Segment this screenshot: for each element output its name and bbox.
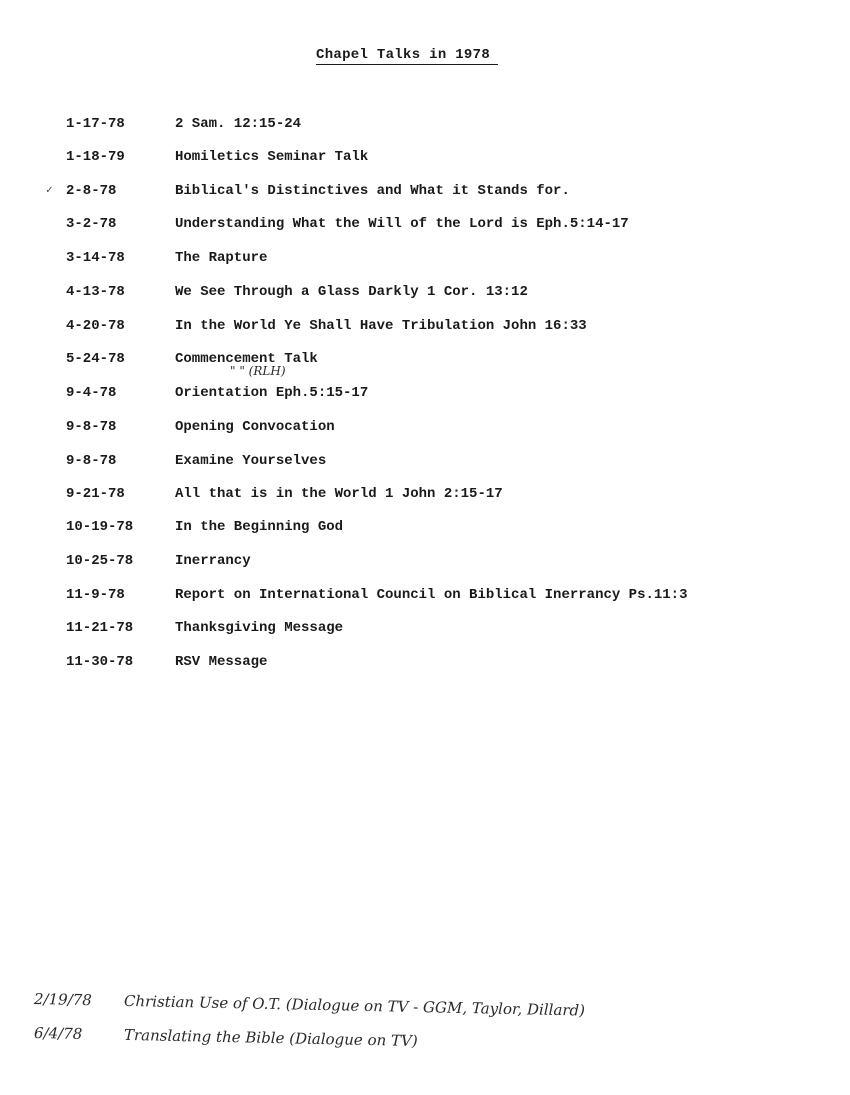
handwritten-note: [34, 990, 585, 1020]
check-mark-icon: ✓: [46, 185, 53, 197]
talk-title: We See Through a Glass Darkly 1 Cor. 13:12: [175, 284, 528, 300]
handwritten-note-text: Christian Use of O.T. (Dialogue on TV - GGM, Taylor, Dillard): [123, 991, 586, 1020]
talk-date: 10-19-78: [66, 519, 134, 535]
talk-title: Examine Yourselves: [175, 453, 327, 469]
talk-date: 9-8-78: [66, 419, 117, 435]
list-item: [0, 553, 850, 573]
talk-date: 4-20-78: [66, 318, 125, 334]
talk-title: Biblical's Distinctives and What it Stands for.: [175, 183, 570, 199]
talk-title: Thanksgiving Message: [175, 620, 344, 636]
page-title: Chapel Talks in 1978: [316, 47, 498, 65]
talk-title: In the World Ye Shall Have Tribulation John 16:33: [175, 318, 587, 334]
talk-date: 3-2-78: [66, 216, 117, 232]
list-item: [0, 654, 850, 674]
list-item: [0, 620, 850, 640]
talk-title: Opening Convocation: [175, 419, 335, 435]
list-item: [0, 351, 850, 371]
talk-date: 1-17-78: [66, 116, 125, 132]
handwritten-note-date: 2/19/78: [33, 990, 93, 1010]
talk-title: Homiletics Seminar Talk: [175, 149, 369, 165]
talk-title: In the Beginning God: [175, 519, 344, 535]
handwritten-note-text: Translating the Bible (Dialogue on TV): [123, 1025, 418, 1051]
list-item: [0, 284, 850, 304]
talk-date: 1-18-79: [66, 149, 125, 165]
talk-date: 5-24-78: [66, 351, 125, 367]
talk-date: 4-13-78: [66, 284, 125, 300]
talk-date: 11-30-78: [66, 654, 134, 670]
list-item: [0, 486, 850, 506]
list-item: [0, 318, 850, 338]
list-item: [0, 453, 850, 473]
talk-date: 2-8-78: [66, 183, 117, 199]
list-item: [0, 587, 850, 607]
talk-date: 9-21-78: [66, 486, 125, 502]
list-item: [0, 216, 850, 236]
talk-title: Report on International Council on Biblical Inerrancy Ps.11:3: [175, 587, 688, 603]
talk-title: Inerrancy: [175, 553, 251, 569]
list-item: [0, 116, 850, 136]
handwritten-annotation: " " (RLH): [230, 364, 286, 378]
list-item: [0, 519, 850, 539]
handwritten-note: [34, 1024, 418, 1050]
talk-title: Orientation Eph.5:15-17: [175, 385, 369, 401]
talk-date: 9-8-78: [66, 453, 117, 469]
talk-date: 9-4-78: [66, 385, 117, 401]
talk-title: RSV Message: [175, 654, 268, 670]
talk-title: All that is in the World 1 John 2:15-17: [175, 486, 503, 502]
list-item: [0, 149, 850, 169]
talk-date: 11-9-78: [66, 587, 125, 603]
list-item: [0, 183, 850, 203]
list-item: [0, 419, 850, 439]
talk-title: Commencement Talk: [175, 351, 318, 367]
list-item: [0, 250, 850, 270]
talk-date: 3-14-78: [66, 250, 125, 266]
talk-title: The Rapture: [175, 250, 268, 266]
handwritten-note-date: 6/4/78: [33, 1024, 83, 1044]
talk-date: 11-21-78: [66, 620, 134, 636]
talk-title: 2 Sam. 12:15-24: [175, 116, 302, 132]
talk-title: Understanding What the Will of the Lord is Eph.5:14-17: [175, 216, 629, 232]
talk-date: 10-25-78: [66, 553, 134, 569]
list-item: [0, 385, 850, 405]
